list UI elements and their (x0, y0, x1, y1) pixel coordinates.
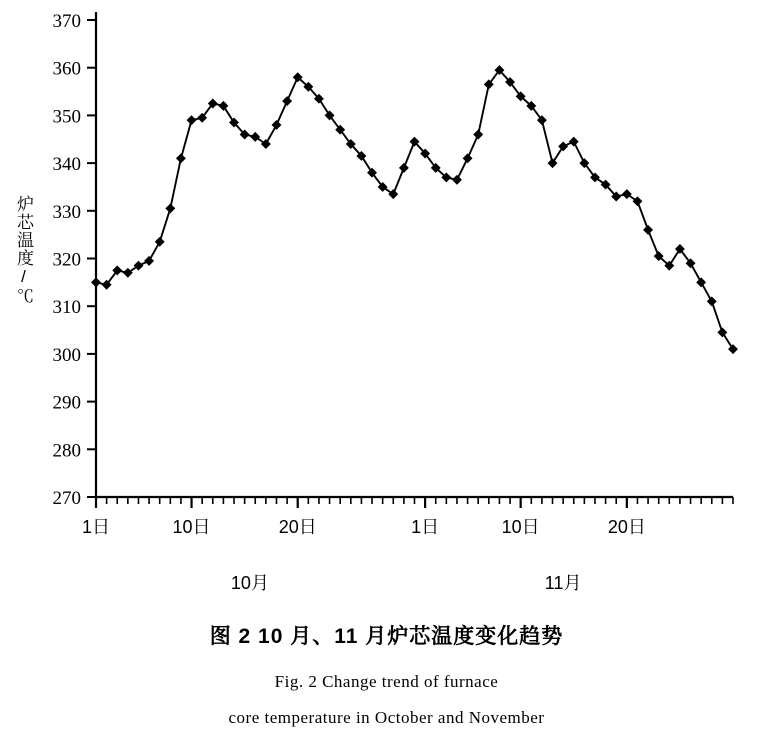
data-point-marker (272, 121, 281, 130)
y-axis-tick-label: 290 (52, 392, 81, 414)
x-axis-tick-label: 1日 (81, 517, 111, 537)
y-axis-title: 炉芯温度/℃ (14, 195, 33, 305)
data-point-marker (399, 163, 408, 172)
data-point-marker (177, 154, 186, 163)
figure-caption-chinese: 图 2 10 月、11 月炉芯温度变化趋势 (209, 625, 564, 648)
data-point-marker (474, 130, 483, 139)
data-point-marker (187, 116, 196, 125)
y-axis-tick-label: 350 (52, 106, 81, 128)
y-axis-tick-label: 370 (52, 11, 81, 32)
data-point-marker (453, 175, 462, 184)
y-axis-tick-label: 300 (52, 344, 81, 366)
y-axis-tick-label: 270 (52, 488, 81, 509)
month-label: 10月 (230, 573, 269, 593)
data-point-marker (569, 137, 578, 146)
y-axis-tick-label: 340 (52, 154, 81, 176)
data-point-marker (463, 154, 472, 163)
data-point-marker (697, 278, 706, 287)
data-point-marker (145, 256, 154, 265)
data-point-marker (644, 225, 653, 234)
y-axis-tick-label: 330 (52, 201, 81, 223)
figure-caption-english-line2: core temperature in October and November (228, 708, 545, 727)
x-axis-tick-label: 10日 (501, 517, 540, 537)
y-axis-tick-label: 360 (52, 58, 81, 80)
x-axis-tick-label: 20日 (278, 517, 317, 537)
x-axis-tick-label: 10日 (172, 517, 211, 537)
y-axis-tick-label: 320 (52, 249, 81, 271)
y-axis-tick-label: 310 (52, 297, 81, 319)
x-axis-tick-label: 1日 (411, 517, 440, 537)
data-point-marker (155, 237, 164, 246)
data-point-marker (283, 97, 292, 106)
y-axis-tick-label: 280 (52, 440, 81, 462)
month-label: 11月 (544, 573, 582, 593)
data-point-marker (92, 278, 101, 287)
figure-caption-english-line1: Fig. 2 Change trend of furnace (274, 672, 499, 691)
data-point-marker (166, 204, 175, 213)
data-point-marker (707, 297, 716, 306)
x-axis-tick-label: 20日 (607, 517, 646, 537)
data-point-marker (718, 328, 727, 337)
data-series-line (96, 70, 733, 349)
